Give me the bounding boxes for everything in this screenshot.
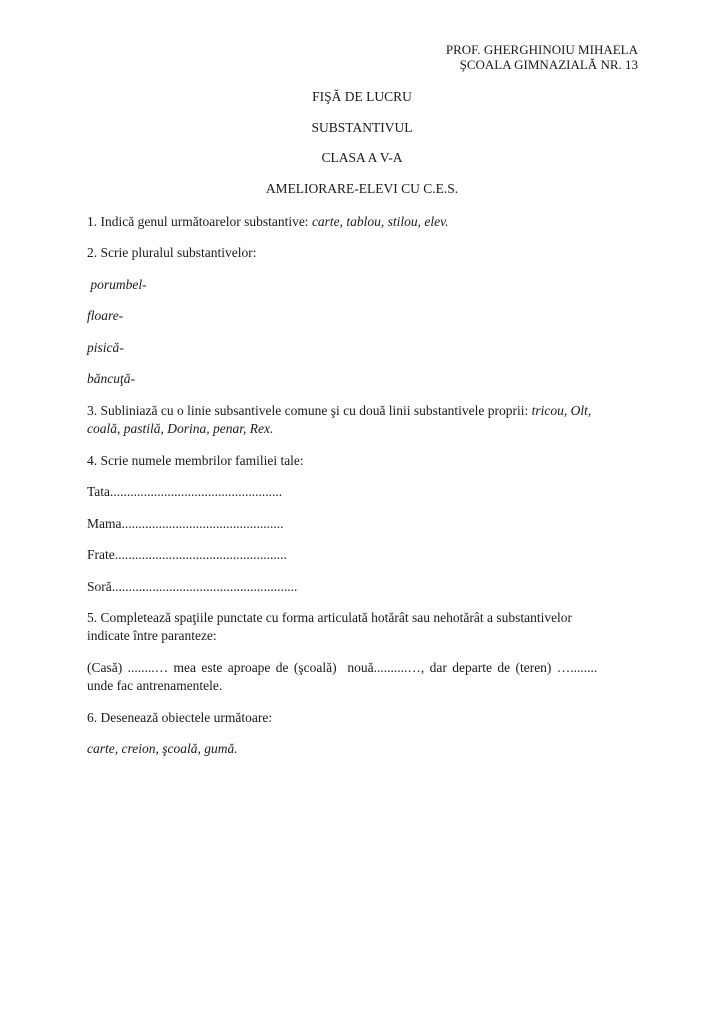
fill-in-dots: ...................................................: [110, 484, 283, 499]
exercise-6-prompt: 6. Desenează obiectele următoare:: [87, 710, 273, 725]
fill-in-dots: ...................................................: [114, 547, 287, 562]
plural-item: porumbel-: [87, 277, 147, 292]
field-label: Tata: [87, 484, 111, 499]
exercise-1: [87, 213, 639, 230]
exercise-6-words: carte, creion, şcoală, gumă.: [87, 741, 238, 756]
exercise-2-prompt: 2. Scrie pluralul substantivelor:: [87, 245, 257, 260]
family-field-tata[interactable]: [87, 483, 639, 500]
exercise-5-sentence-line1: (Casă) ........… mea este aproape de (şcoală) nouă..........…, dar departe de (teren) …........: [87, 660, 598, 675]
fill-in-dots: ................................................: [121, 516, 284, 531]
plural-item: băncuţă-: [87, 371, 135, 386]
exercise-3: [87, 402, 639, 419]
exercise-3-words-line1: tricou, Olt,: [531, 403, 592, 418]
topic-title: SUBSTANTIVUL: [311, 120, 413, 135]
field-label: Frate: [87, 547, 115, 562]
exercise-1-prompt: 1. Indică genul următoarelor substantive:: [87, 214, 312, 229]
exercise-3-words-line2: coală, pastilă, Dorina, penar, Rex.: [87, 421, 274, 436]
author-name: PROF. GHERGHINOIU MIHAELA: [445, 42, 638, 57]
field-label: Mama: [87, 516, 122, 531]
exercise-3-prompt: 3. Subliniază cu o linie subsantivele comune şi cu două linii substantivele proprii:: [87, 403, 532, 418]
exercise-4-prompt: 4. Scrie numele membrilor familiei tale:: [87, 453, 304, 468]
grade-title: CLASA A V-A: [321, 150, 403, 165]
family-field-sora[interactable]: [87, 578, 639, 595]
exercise-5-prompt-line1: 5. Completează spaţiile punctate cu forma articulată hotărât sau nehotărât a substantivelor: [87, 610, 573, 625]
family-field-mama[interactable]: [87, 515, 639, 532]
family-field-frate[interactable]: [87, 546, 639, 563]
worksheet-title: FIŞĂ DE LUCRU: [312, 89, 412, 104]
exercise-5-sentence-line2: unde fac antrenamentele.: [87, 678, 223, 693]
school-name: ŞCOALA GIMNAZIALĂ NR. 13: [459, 57, 638, 72]
audience-title: AMELIORARE-ELEVI CU C.E.S.: [265, 181, 459, 196]
plural-item: pisică-: [87, 340, 124, 355]
field-label: Soră: [87, 579, 112, 594]
exercise-5-prompt-line2: indicate între paranteze:: [87, 628, 217, 643]
plural-item: floare-: [87, 308, 124, 323]
exercise-1-words: carte, tablou, stilou, elev.: [311, 214, 449, 229]
author-block: [446, 42, 638, 72]
fill-in-dots: .......................................................: [111, 579, 298, 594]
